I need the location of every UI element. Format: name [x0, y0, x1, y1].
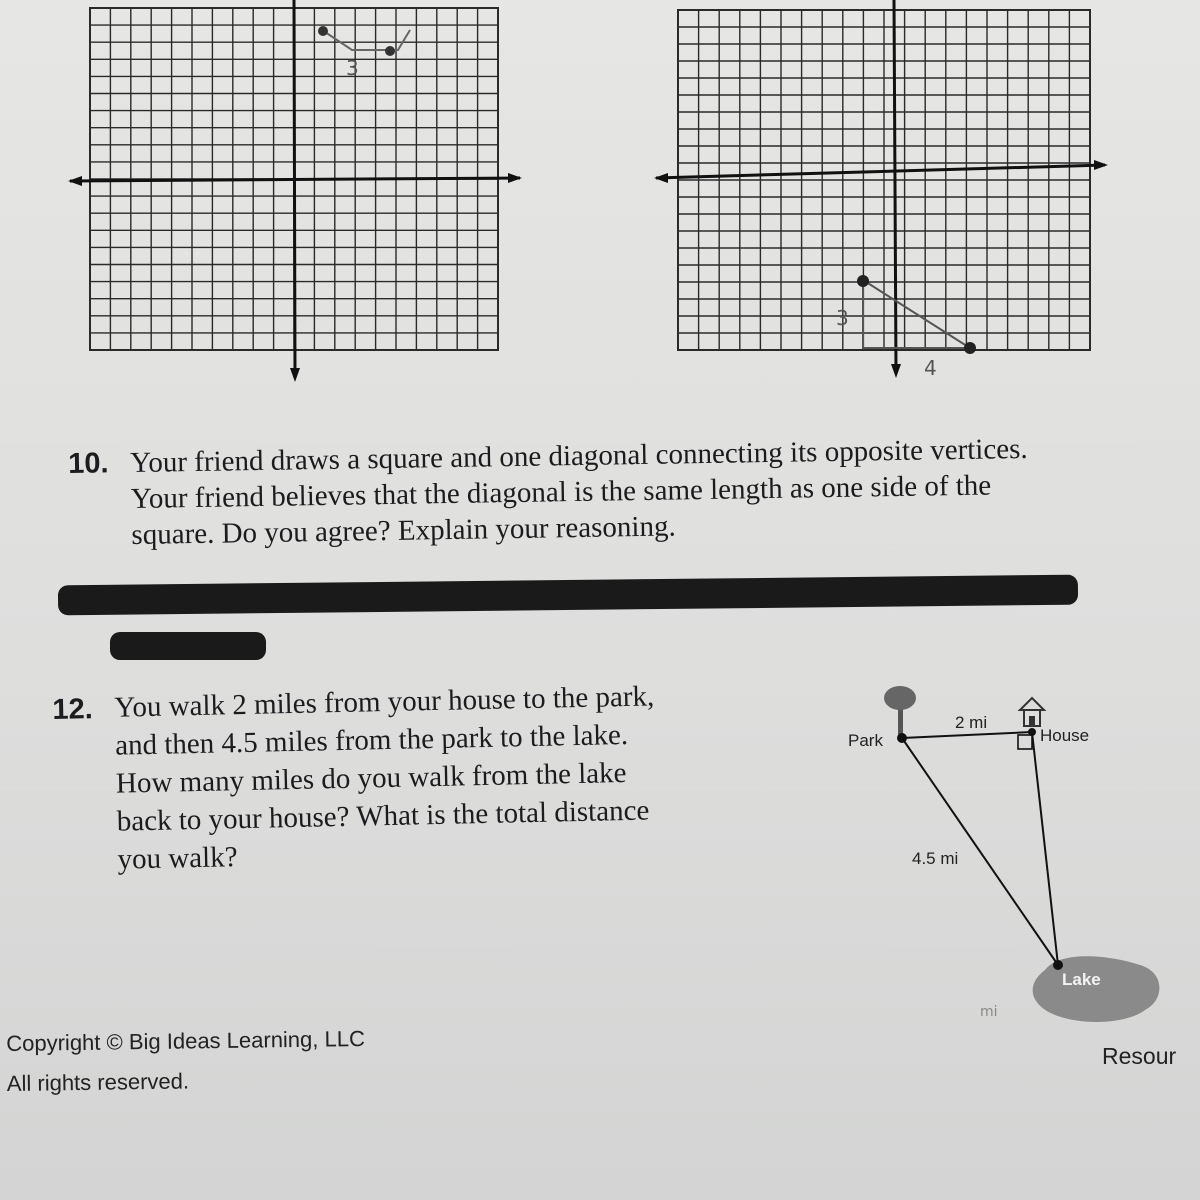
resources-cut-text: Resour [1102, 1043, 1177, 1069]
redaction-bar [58, 575, 1078, 616]
handwritten-mark: 3 [346, 56, 359, 80]
question-text [130, 431, 1029, 553]
house-icon [1020, 698, 1044, 726]
question-line: Your friend believes that the diagonal is the same length as one side of the [130, 469, 992, 516]
question-text [114, 677, 658, 878]
question-line: How many miles do you walk from the lake [115, 756, 627, 800]
question-line: back to your house? What is the total distance [116, 794, 650, 838]
distance-label-2mi: 2 mi [955, 713, 988, 732]
tree-icon [884, 686, 916, 735]
walk-diagram [840, 680, 1170, 1040]
lake-label: Lake [1062, 970, 1101, 989]
redaction-bar [110, 632, 266, 660]
question-number: 10. [68, 447, 109, 480]
question-line: and then 4.5 miles from the park to the lake. [114, 718, 629, 762]
handwritten-mark: 3 [836, 306, 849, 330]
house-label: House [1040, 726, 1090, 745]
handwritten-mark: 4 [924, 356, 937, 380]
distance-label-4-5mi: 4.5 mi [912, 849, 959, 868]
copyright-block [6, 1019, 366, 1104]
question-line: You walk 2 miles from your house to the park, [114, 680, 655, 724]
copyright-text: Copyright © Big Ideas Learning, LLC [6, 1025, 366, 1056]
question-line: Your friend draws a square and one diagonal connecting its opposite vertices. [130, 432, 1028, 480]
question-number: 12. [52, 693, 94, 726]
handwritten-scribble: mi [980, 1004, 998, 1020]
coordinate-grid-right [650, 0, 1120, 390]
question-line: you walk? [117, 841, 238, 876]
question-line: square. Do you agree? Explain your reasoning. [131, 510, 676, 552]
park-label: Park [848, 731, 883, 750]
coordinate-grid-left [60, 0, 540, 390]
rights-text: All rights reserved. [6, 1068, 190, 1096]
